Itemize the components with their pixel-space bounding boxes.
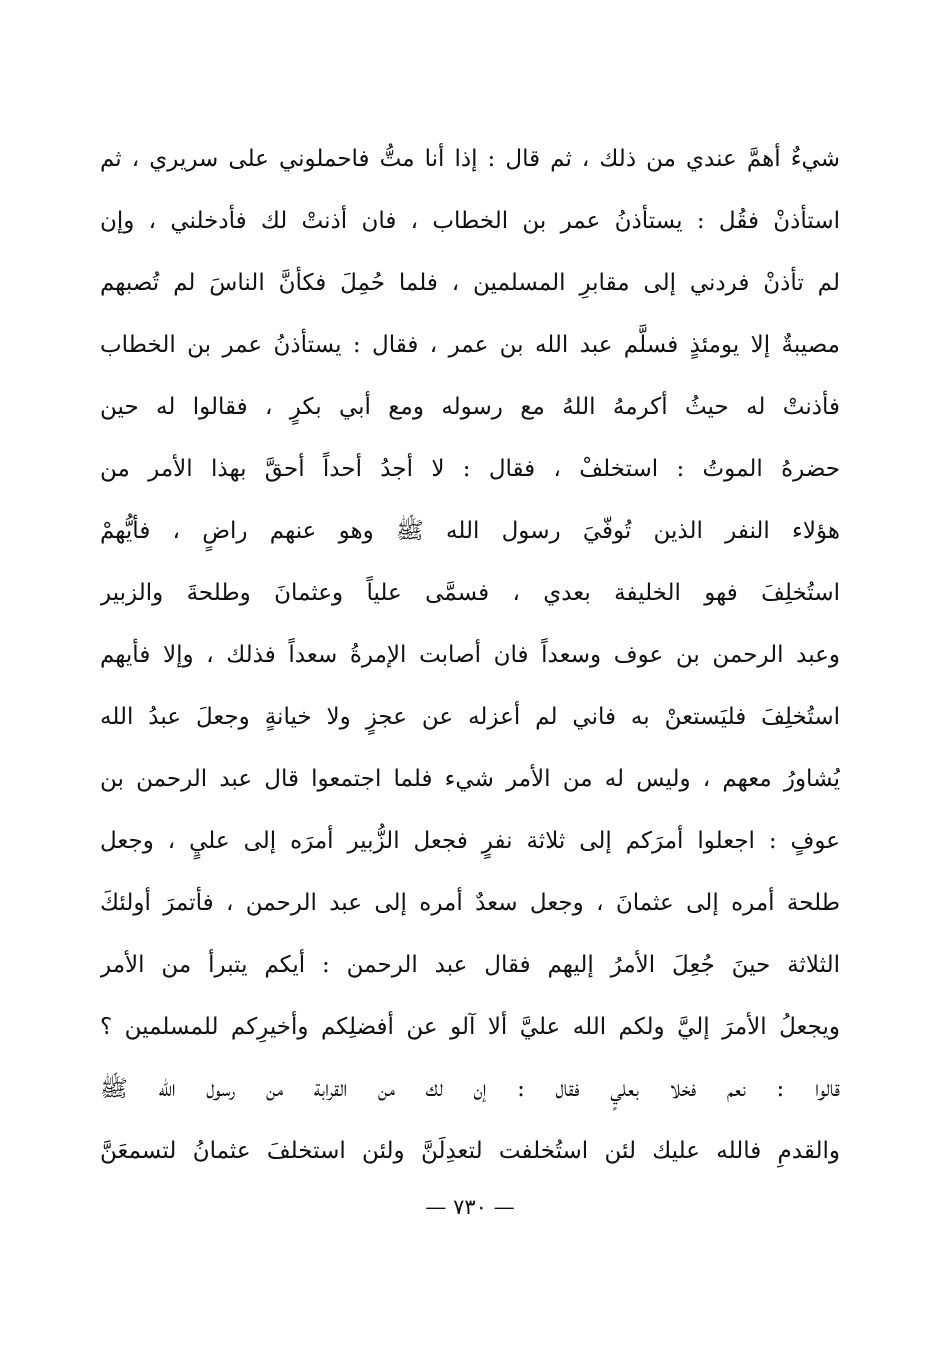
text-line: الثلاثة حينَ جُعِلَ الأمرُ إليهم فقال عبد الرحمن : أيكم يتبرأ من الأمر: [100, 952, 840, 978]
page-number: — ٧٣٠ —: [425, 1195, 515, 1219]
text-line: طلحة أمره إلى عثمانَ ، وجعل سعدٌ أمره إلى عبد الرحمن ، فأتمرَ أولئكَ: [100, 890, 840, 916]
text-line: والقدمِ فالله عليك لئن استُخلفت لتعدِلَنَّ ولئن استخلفَ عثمانُ لتسمعَنَّ: [100, 1138, 840, 1164]
text-line: ويجعلُ الأمرَ إليَّ ولكم الله عليَّ ألا آلو عن أفضلِكم وأخيرِكم للمسلمين ؟: [100, 1014, 840, 1040]
text-line: وعبد الرحمن بن عوف وسعداً فان أصابت الإمرةُ سعداً فذلك ، وإلا فأيهم: [100, 642, 840, 668]
arabic-text-body: [100, 128, 840, 1182]
text-line: حضرهُ الموتُ : استخلفْ ، فقال : لا أجدُ أحداً أحقَّ بهذا الأمر من: [100, 456, 840, 482]
text-line: قالوا : نعم فخلا بعليٍ فقال : إن لك من القرابة من رسول الله ﷺ: [100, 1076, 840, 1102]
text-line: يُشاورُ معهم ، وليس له من الأمر شيء فلما اجتمعوا قال عبد الرحمن بن: [100, 766, 840, 792]
text-line: استُخلِفَ فهو الخليفة بعدي ، فسمَّى علياً وعثمانَ وطلحةَ والزبير: [100, 580, 840, 606]
text-line: مصيبةٌ إلا يومئذٍ فسلَّم عبد الله بن عمر ، فقال : يستأذنُ عمر بن الخطاب: [100, 332, 840, 358]
text-line: استأذنْ فقُل : يستأذنُ عمر بن الخطاب ، فان أذنتْ لك فأدخلني ، وإن: [100, 208, 840, 234]
text-line: هؤلاء النفر الذين تُوفّيَ رسول الله ﷺ وهو عنهم راضٍ ، فأيُّهمْ: [100, 518, 840, 544]
text-line: لم تأذنْ فردني إلى مقابرِ المسلمين ، فلما حُمِلَ فكأنَّ الناسَ لم تُصبهم: [100, 270, 840, 296]
text-line: فأذنتْ له حيثُ أكرمهُ اللهُ مع رسوله ومع أبي بكرٍ ، فقالوا له حين: [100, 394, 840, 420]
text-line: عوفٍ : اجعلوا أمرَكم إلى ثلاثة نفرٍ فجعل الزُّبير أمرَه إلى عليٍ ، وجعل: [100, 828, 840, 854]
text-line: استُخلِفَ فليَستعنْ به فاني لم أعزله عن عجزٍ ولا خيانةٍ وجعلَ عبدُ الله: [100, 704, 840, 730]
text-line: شيءٌ أهمَّ عندي من ذلك ، ثم قال : إذا أنا متُّ فاحملوني على سريري ، ثم: [100, 146, 840, 172]
